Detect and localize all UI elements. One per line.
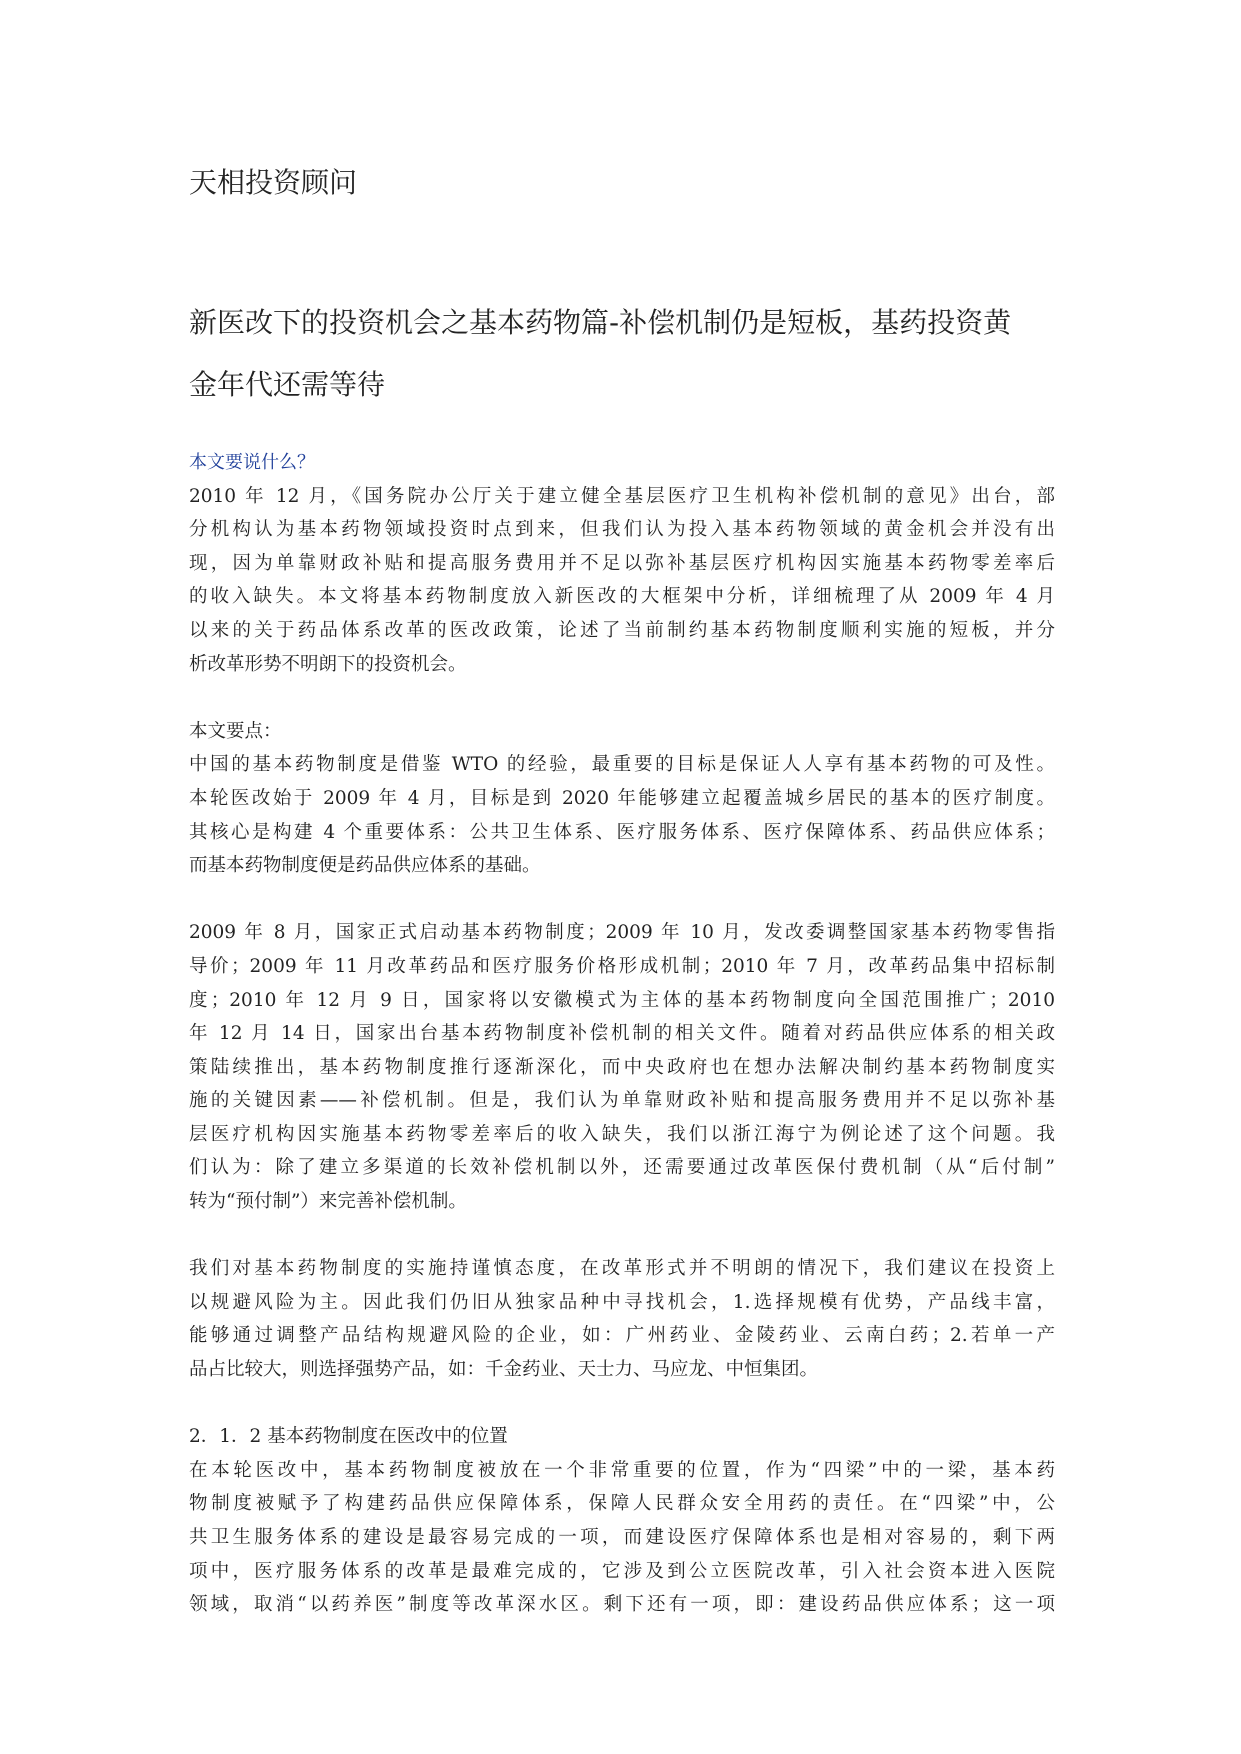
points-line: 们认为：除了建立多渠道的长效补偿机制以外，还需要通过改革医保付费机制（从“后付制” (189, 1157, 1055, 1179)
points-line: 中国的基本药物制度是借鉴 WTO 的经验，最重要的目标是保证人人享有基本药物的可及性。 (189, 754, 1055, 776)
points-line: 品占比较大，则选择强势产品，如：千金药业、天士力、马应龙、中恒集团。 (189, 1359, 819, 1381)
company-name: 天相投资顾问 (189, 166, 358, 199)
summary-line: 分机构认为基本药物领域投资时点到来，但我们认为投入基本药物领域的黄金机会并没有出 (189, 519, 1055, 541)
points-line: 能够通过调整产品结构规避风险的企业，如：广州药业、金陵药业、云南白药；2.若单一产 (189, 1325, 1055, 1347)
summary-line: 析改革形势不明朗下的投资机会。 (189, 653, 467, 675)
article-body (189, 446, 1055, 1622)
points-line: 施的关键因素——补偿机制。但是，我们认为单靠财政补贴和提高服务费用并不足以弥补基 (189, 1090, 1055, 1112)
section-line: 在本轮医改中，基本药物制度被放在一个非常重要的位置，作为“四梁”中的一梁，基本药 (189, 1459, 1055, 1481)
points-line: 2009 年 8 月，国家正式启动基本药物制度；2009 年 10 月，发改委调整国家基本药物零售指 (189, 922, 1055, 944)
points-paragraph-2 (189, 916, 1055, 1218)
summary-paragraph (189, 480, 1055, 682)
points-line: 年 12 月 14 日，国家出台基本药物制度补偿机制的相关文件。随着对药品供应体系的相关政 (189, 1023, 1055, 1045)
points-line: 其核心是构建 4 个重要体系：公共卫生体系、医疗服务体系、医疗保障体系、药品供应体系； (189, 821, 1055, 843)
section-line: 共卫生服务体系的建设是最容易完成的一项，而建设医疗保障体系也是相对容易的，剩下两 (189, 1527, 1055, 1548)
points-line: 度；2010 年 12 月 9 日，国家将以安徽模式为主体的基本药物制度向全国范围推广；2010 (189, 989, 1055, 1011)
article-title (189, 292, 1069, 416)
summary-line: 2010 年 12 月，《国务院办公厅关于建立健全基层医疗卫生机构补偿机制的意见》出台，部 (189, 485, 1055, 507)
points-line: 以规避风险为主。因此我们仍旧从独家品种中寻找机会，1.选择规模有优势，产品线丰富， (189, 1291, 1055, 1313)
points-heading: 本文要点： (189, 720, 282, 742)
points-line: 策陆续推出，基本药物制度推行逐渐深化，而中央政府也在想办法解决制约基本药物制度实 (189, 1056, 1055, 1078)
section-2-1-2-paragraph (189, 1454, 1055, 1622)
summary-line: 以来的关于药品体系改革的医改政策，论述了当前制约基本药物制度顺利实施的短板，并分 (189, 619, 1055, 641)
summary-line: 现，因为单靠财政补贴和提高服务费用并不足以弥补基层医疗机构因实施基本药物零差率后 (189, 552, 1055, 574)
points-line: 而基本药物制度便是药品供应体系的基础。 (189, 855, 541, 877)
section-2-1-2-heading: 2．1．2 基本药物制度在医改中的位置 (189, 1426, 508, 1448)
section-line: 项中，医疗服务体系的改革是最难完成的，它涉及到公立医院改革，引入社会资本进入医院 (189, 1560, 1055, 1582)
points-paragraph-1 (189, 748, 1055, 882)
summary-heading: 本文要说什么？ (189, 452, 315, 473)
points-line: 本轮医改始于 2009 年 4 月，目标是到 2020 年能够建立起覆盖城乡居民的基本的医疗制度。 (189, 787, 1055, 809)
summary-line: 的收入缺失。本文将基本药物制度放入新医改的大框架中分析，详细梳理了从 2009 年 4 月 (189, 586, 1055, 608)
title-line-1: 新医改下的投资机会之基本药物篇-补偿机制仍是短板，基药投资黄 (189, 306, 1012, 339)
title-line-2: 金年代还需等待 (189, 368, 386, 401)
section-line: 领域，取消“以药养医”制度等改革深水区。剩下还有一项，即：建设药品供应体系；这一项 (189, 1594, 1055, 1616)
points-line: 我们对基本药物制度的实施持谨慎态度，在改革形式并不明朗的情况下，我们建议在投资上 (189, 1258, 1055, 1280)
points-line: 转为“预付制”）来完善补偿机制。 (189, 1191, 467, 1213)
points-line: 导价；2009 年 11 月改革药品和医疗服务价格形成机制；2010 年 7 月，改革药品集中招标制 (189, 955, 1055, 977)
points-line: 层医疗机构因实施基本药物零差率后的收入缺失，我们以浙江海宁为例论述了这个问题。我 (189, 1123, 1055, 1145)
points-paragraph-3 (189, 1252, 1055, 1386)
section-line: 物制度被赋予了构建药品供应保障体系，保障人民群众安全用药的责任。在“四梁”中，公 (189, 1493, 1055, 1515)
